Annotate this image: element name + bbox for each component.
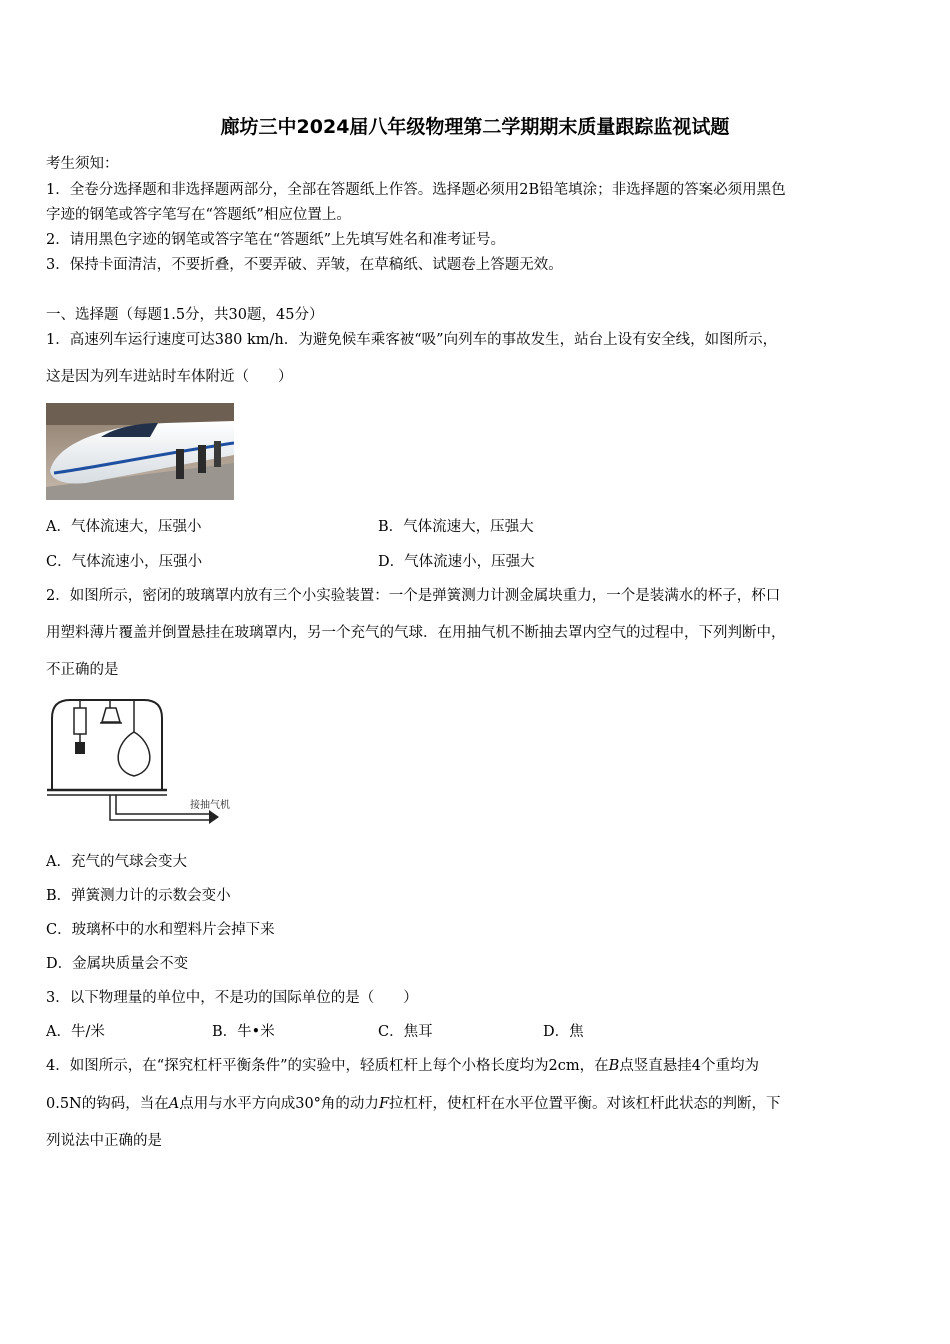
q3-option-a: A．牛/米	[46, 1024, 105, 1040]
q2-option-c: C．玻璃杯中的水和塑料片会掉下来	[46, 922, 275, 938]
q1-option-c: C．气体流速小，压强小	[46, 554, 203, 570]
q4-stem-line1	[46, 1054, 906, 1075]
q2-option-a: A．充气的气球会变大	[46, 854, 187, 870]
notice-item-2: 2．请用黑色字迹的钢笔或答字笔在“答题纸”上先填写姓名和准考证号。	[46, 232, 506, 248]
q2-stem-line1: 2．如图所示，密闭的玻璃罩内放有三个小实验装置：一个是弹簧测力计测金属块重力，一个是装满水的杯子，杯口	[46, 588, 781, 604]
q3-option-b: B．牛•米	[212, 1024, 275, 1040]
q4-l2c: 点用与水平方向成30°角的动力	[179, 1096, 379, 1112]
train-photo	[46, 403, 234, 500]
q4-l2e: 拉杠杆，使杠杆在水平位置平衡。对该杠杆此状态的判断，下	[389, 1096, 781, 1112]
q4-stem-line3: 列说法中正确的是	[46, 1133, 162, 1149]
notice-item-1-cont: 字迹的钢笔或答字笔写在“答题纸”相应位置上。	[46, 207, 351, 223]
q1-option-b: B．气体流速大，压强大	[378, 519, 534, 535]
notice-heading: 考生须知：	[46, 156, 119, 172]
q2-stem-line3: 不正确的是	[46, 662, 119, 678]
q4-l2a: 0.5N的钩码，当在	[46, 1096, 169, 1112]
diagram-label: 接抽气机	[190, 800, 230, 811]
q4-force-f: F	[378, 1096, 389, 1112]
notice-item-1: 1．全卷分选择题和非选择题两部分，全部在答题纸上作答。选择题必须用2B铅笔填涂；非选择题的答案必须用黑色	[46, 182, 786, 198]
q4-stem-line2	[46, 1092, 906, 1113]
notice-item-3: 3．保持卡面清洁，不要折叠，不要弄破、弄皱，在草稿纸、试题卷上答题无效。	[46, 257, 563, 273]
q1-option-d: D．气体流速小，压强大	[378, 554, 535, 570]
q2-stem-line2: 用塑料薄片覆盖并倒置悬挂在玻璃罩内，另一个充气的气球．在用抽气机不断抽去罩内空气的过程中，下列判断中，	[46, 625, 786, 641]
q3-stem: 3．以下物理量的单位中，不是功的国际单位的是（ ）	[46, 990, 418, 1006]
q1-stem-line2: 这是因为列车进站时车体附近（ ）	[46, 369, 293, 385]
q3-option-d: D．焦	[543, 1024, 584, 1040]
page-title: 廊坊三中2024届八年级物理第二学期期末质量跟踪监视试题	[220, 116, 730, 138]
q3-option-c: C．焦耳	[378, 1024, 433, 1040]
q2-option-d: D．金属块质量会不变	[46, 956, 189, 972]
section-heading: 一、选择题（每题1.5分，共30题，45分）	[46, 307, 324, 323]
q4-l1c: 点竖直悬挂4个重均为	[619, 1058, 760, 1074]
q4-point-b: B	[608, 1058, 620, 1074]
q4-l1a: 4．如图所示，在“探究杠杆平衡条件”的实验中，轻质杠杆上每个小格长度均为2cm，在	[46, 1058, 609, 1074]
bell-jar-diagram	[44, 690, 254, 830]
q2-option-b: B．弹簧测力计的示数会变小	[46, 888, 231, 904]
q4-point-a: A	[168, 1096, 180, 1112]
q1-option-a: A．气体流速大，压强小	[46, 519, 202, 535]
q1-stem-line1: 1．高速列车运行速度可达380 km/h．为避免候车乘客被“吸”向列车的事故发生，站台上设有安全线，如图所示，	[46, 332, 778, 348]
